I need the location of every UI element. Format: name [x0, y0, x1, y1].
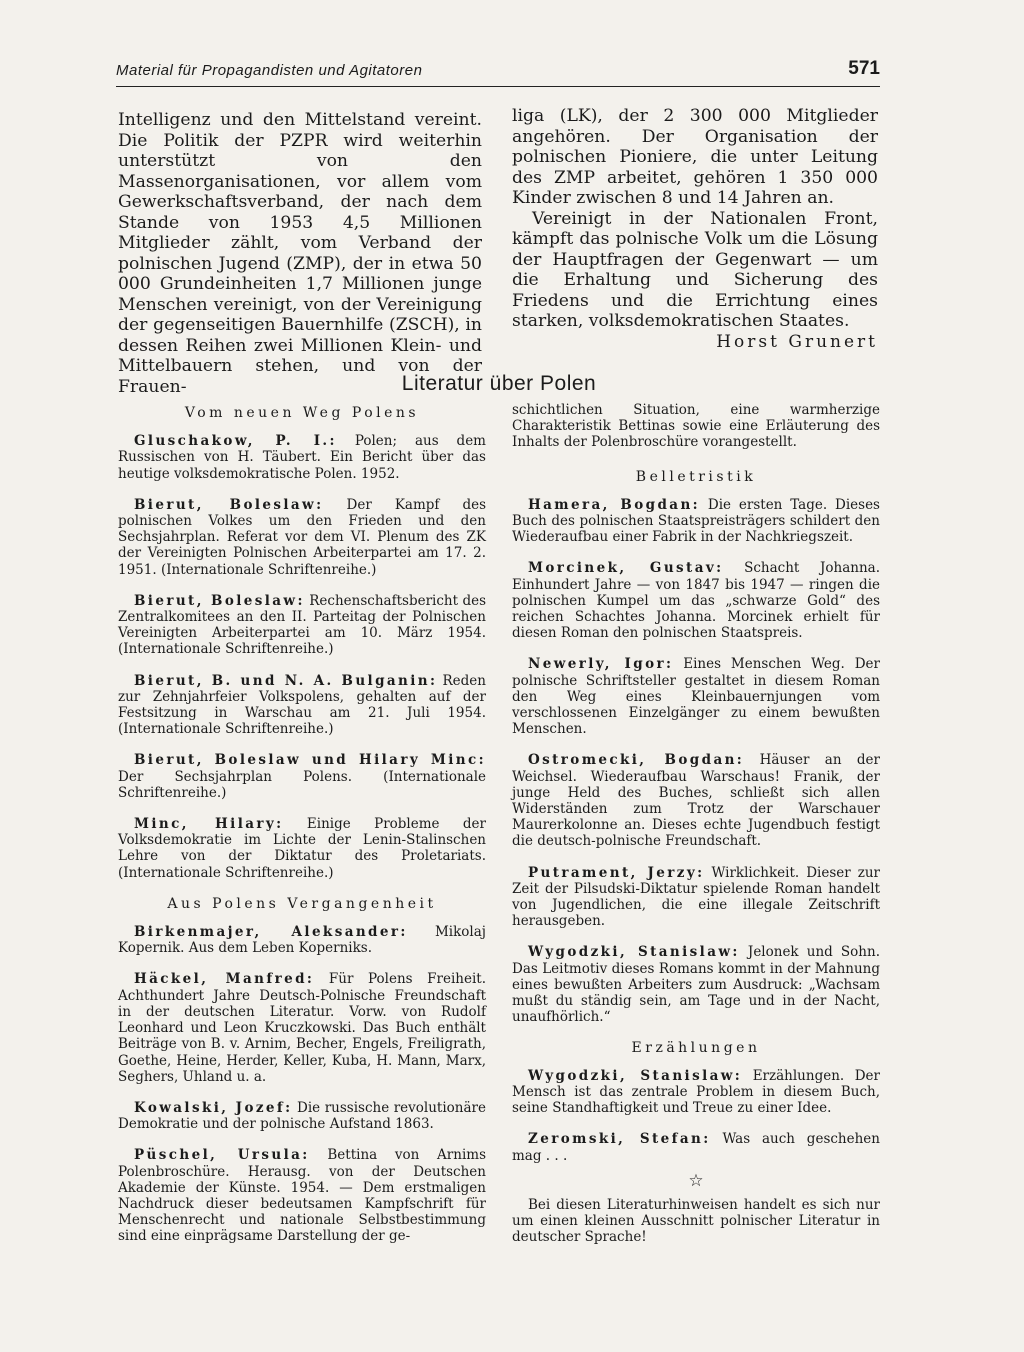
bibliography-entry — [512, 752, 880, 849]
entry-text: Polen; aus dem Russischen von H. Täubert. Ein Bericht über das heutige volksdemokratische Polen. 1952. — [118, 433, 486, 482]
bibliography-entry — [512, 497, 880, 546]
bibliography-entry — [118, 673, 486, 738]
entry-author: Häckel, Manfred: — [134, 971, 315, 988]
entry-text: Wirklichkeit. Dieser zur Zeit der Pilsudski-Diktatur spielende Roman handelt von Jugendlichen, die eine illegale Zeitschrift herausgeben. — [512, 864, 880, 930]
entry-text: Einige Probleme der Volksdemokratie im Lichte der Lenin-Stalinschen Lehre von der Diktatur des Proletariats. (Internationale Schriftenreihe.) — [118, 816, 486, 881]
subsection-heading: Belletristik — [635, 468, 757, 485]
bibliography-entry — [512, 656, 880, 737]
star-icon: ☆ — [688, 1170, 704, 1191]
entry-author: Wygodzki, Stanislaw: — [528, 1067, 743, 1084]
bibliography-entry — [512, 865, 880, 930]
entry-author: Zeromski, Stefan: — [528, 1131, 711, 1148]
entry-author: Minc, Hilary: — [134, 816, 284, 833]
section-title: Literatur über Polen — [401, 372, 597, 395]
bibliography-entry — [118, 752, 486, 801]
entry-author: Hamera, Bogdan: — [528, 496, 701, 513]
body-paragraph: Intelligenz und den Mittelstand vereint. Die Politik der PZPR wird weiterhin unterstützt von den Massenorganisationen, vor allem vom Gewerkschaftsverband, der nach dem Stande von 1953 4,5 Millionen Mitglieder zählt, vom Verband der polnischen Jugend (ZMP), der in etwa 50 000 Grundeinheiten 1,7 Millionen junge Menschen vereinigt, von der Vereinigung der gegenseitigen Bauernhilfe (ZSCH), in dessen Reihen zwei Millionen Klein- und Mittelbauern stehen, und von der Frauen- — [118, 110, 482, 397]
bibliography-left-column — [118, 405, 486, 1260]
header-rule — [116, 86, 880, 87]
bibliography-entry — [118, 593, 486, 658]
bibliography-entry — [118, 497, 486, 578]
entry-text: Jelonek und Sohn. Das Leitmotiv dieses Romans kommt in der Mahnung eines bewußten Arbeiters zum Ausdruck: „Wachsam mußt du ständig sein, am Tage und in der Nacht, unaufhörlich.“ — [512, 944, 880, 1026]
bibliography-entry — [512, 560, 880, 641]
bibliography-right-column — [512, 402, 880, 1246]
entry-text: Der Kampf des polnischen Volkes um den Frieden und den Sechsjahrplan. Referat vor dem VI. Plenum des ZK der Vereinigten Polnischen Arbeiterpartei am 17. 2. 1951. (Internationale Schriftenreihe.) — [118, 496, 486, 578]
upper-right-column — [512, 106, 878, 352]
bibliography-entry — [512, 944, 880, 1025]
entry-author: Kowalski, Jozef: — [134, 1099, 293, 1116]
entry-author: Bierut, Boleslaw: — [134, 496, 324, 513]
entry-text: Mikolaj Kopernik. Aus dem Leben Koperniks. — [118, 924, 486, 957]
running-head — [116, 58, 884, 88]
entry-text: Was auch geschehen mag . . . — [512, 1131, 880, 1164]
bibliography-entry — [118, 433, 486, 482]
entry-author: Wygodzki, Stanislaw: — [528, 944, 740, 961]
entry-text: Eines Menschen Weg. Der polnische Schriftsteller gestaltet in diesem Roman den Weg eines Kleinbauernjungen vom verschlossenen Einzelgänger zu einem bewußten Menschen. — [512, 656, 880, 738]
entry-text: Für Polens Freiheit. Achthundert Jahre Deutsch-Polnische Freundschaft in der deutschen Literatur. Vorw. von Rudolf Leonhard und Leon Kruczkowski. Das Buch enthält Beiträge von B. v. Arnim, Becher, Engels, Freiligrath, Goethe, Heine, Herder, Keller, Kuba, H. Mann, Marx, Seghers, Uhland u. a. — [118, 971, 486, 1085]
subsection-heading: Aus Polens Vergangenheit — [167, 895, 437, 912]
entry-text: Der Sechsjahrplan Polens. (Internationale Schriftenreihe.) — [118, 768, 486, 801]
entry-author: Gluschakow, P. I.: — [134, 433, 337, 450]
entry-continuation: schichtlichen Situation, eine warmherzige Charakteristik Bettinas sowie eine Erläuterung des Inhalts der Polenbroschüre vorangestellt. — [512, 402, 880, 451]
body-paragraph: liga (LK), der 2 300 000 Mitglieder angehören. Der Organisation der polnischen Pioniere, die unter Leitung des ZMP arbeitet, gehören 1 350 000 Kinder zwischen 8 und 14 Jahren an. — [512, 106, 878, 208]
entry-author: Püschel, Ursula: — [134, 1147, 310, 1164]
entry-text: Schacht Johanna. Einhundert Jahre — von 1847 bis 1947 — ringen die polnischen Kumpel um das „schwarze Gold“ des reichen Schachtes Johanna. Morcinek erhielt für diesen Roman den polnischen Staatspreis. — [512, 560, 880, 642]
entry-text: Bettina von Arnims Polenbroschüre. Herausg. von der Deutschen Akademie der Künste. 1954. — Dem erstmaligen Nachdruck dieser bedeutsamen Kampfschrift für Menschenrecht und nationale Selbstbestimmung sind eine einprägsame Darstellung der ge- — [118, 1147, 486, 1245]
article-author: Horst Grunert — [716, 331, 878, 352]
page-number: 571 — [848, 58, 880, 79]
bibliography-entry — [118, 816, 486, 881]
journal-title: Material für Propagandisten und Agitatoren — [116, 62, 423, 79]
entry-author: Newerly, Igor: — [528, 656, 674, 673]
bibliography-entry — [118, 1147, 486, 1244]
entry-author: Ostromecki, Bogdan: — [528, 752, 745, 769]
bibliography-entry — [118, 1100, 486, 1132]
entry-text: Die russische revolutionäre Demokratie und der polnische Aufstand 1863. — [118, 1099, 486, 1133]
entry-text: Häuser an der Weichsel. Wiederaufbau Warschaus! Franik, der junge Held des Buches, schließt sich allen Widerständen zum Trotz der Warschauer Maurerkolonne an. Dieses echte Jugendbuch festigt die deutsch-polnische Freundschaft. — [512, 752, 880, 850]
subsection-heading: Vom neuen Weg Polens — [184, 405, 420, 421]
entry-author: Bierut, Boleslaw: — [134, 592, 305, 609]
bibliography-entry — [512, 1068, 880, 1117]
subsection-heading: Erzählungen — [631, 1039, 761, 1056]
entry-text: Die ersten Tage. Dieses Buch des polnischen Staatspreisträgers schildert den Wiederaufbau einer Fabrik in der Nachkriegszeit. — [512, 496, 880, 546]
entry-author: Morcinek, Gustav: — [528, 560, 724, 577]
entry-author: Birkenmajer, Aleksander: — [134, 924, 408, 941]
entry-text: Erzählungen. Der Mensch ist das zentrale Problem in diesem Buch, seine Standhaftigkeit und Treue zu einer Idee. — [512, 1067, 880, 1117]
closing-note: Bei diesen Literaturhinweisen handelt es sich nur um einen kleinen Ausschnitt polnischer Literatur in deutscher Sprache! — [512, 1196, 880, 1246]
entry-text: Reden zur Zehnjahrfeier Volkspolens, gehalten auf der Festsitzung in Warschau am 21. Juli 1954. (Internationale Schriftenreihe.) — [118, 672, 486, 738]
entry-author: Bierut, Boleslaw und Hilary Minc: — [134, 752, 486, 769]
bibliography-entry — [118, 924, 486, 956]
body-paragraph: Vereinigt in der Nationalen Front, kämpft das polnische Volk um die Lösung der Hauptfragen der Gegenwart — um die Erhaltung und Sicherung des Friedens und die Errichtung eines starken, volksdemokratischen Staates. — [512, 208, 878, 331]
entry-text: Rechenschaftsbericht des Zentralkomitees an den II. Parteitag der Polnischen Vereinigten Arbeiterpartei am 10. März 1954. (Internationale Schriftenreihe.) — [118, 592, 486, 658]
bibliography-entry — [118, 971, 486, 1084]
bibliography-entry — [512, 1131, 880, 1163]
upper-left-column — [118, 110, 482, 397]
entry-author: Putrament, Jerzy: — [528, 864, 705, 881]
entry-author: Bierut, B. und N. A. Bulganin: — [134, 672, 438, 689]
